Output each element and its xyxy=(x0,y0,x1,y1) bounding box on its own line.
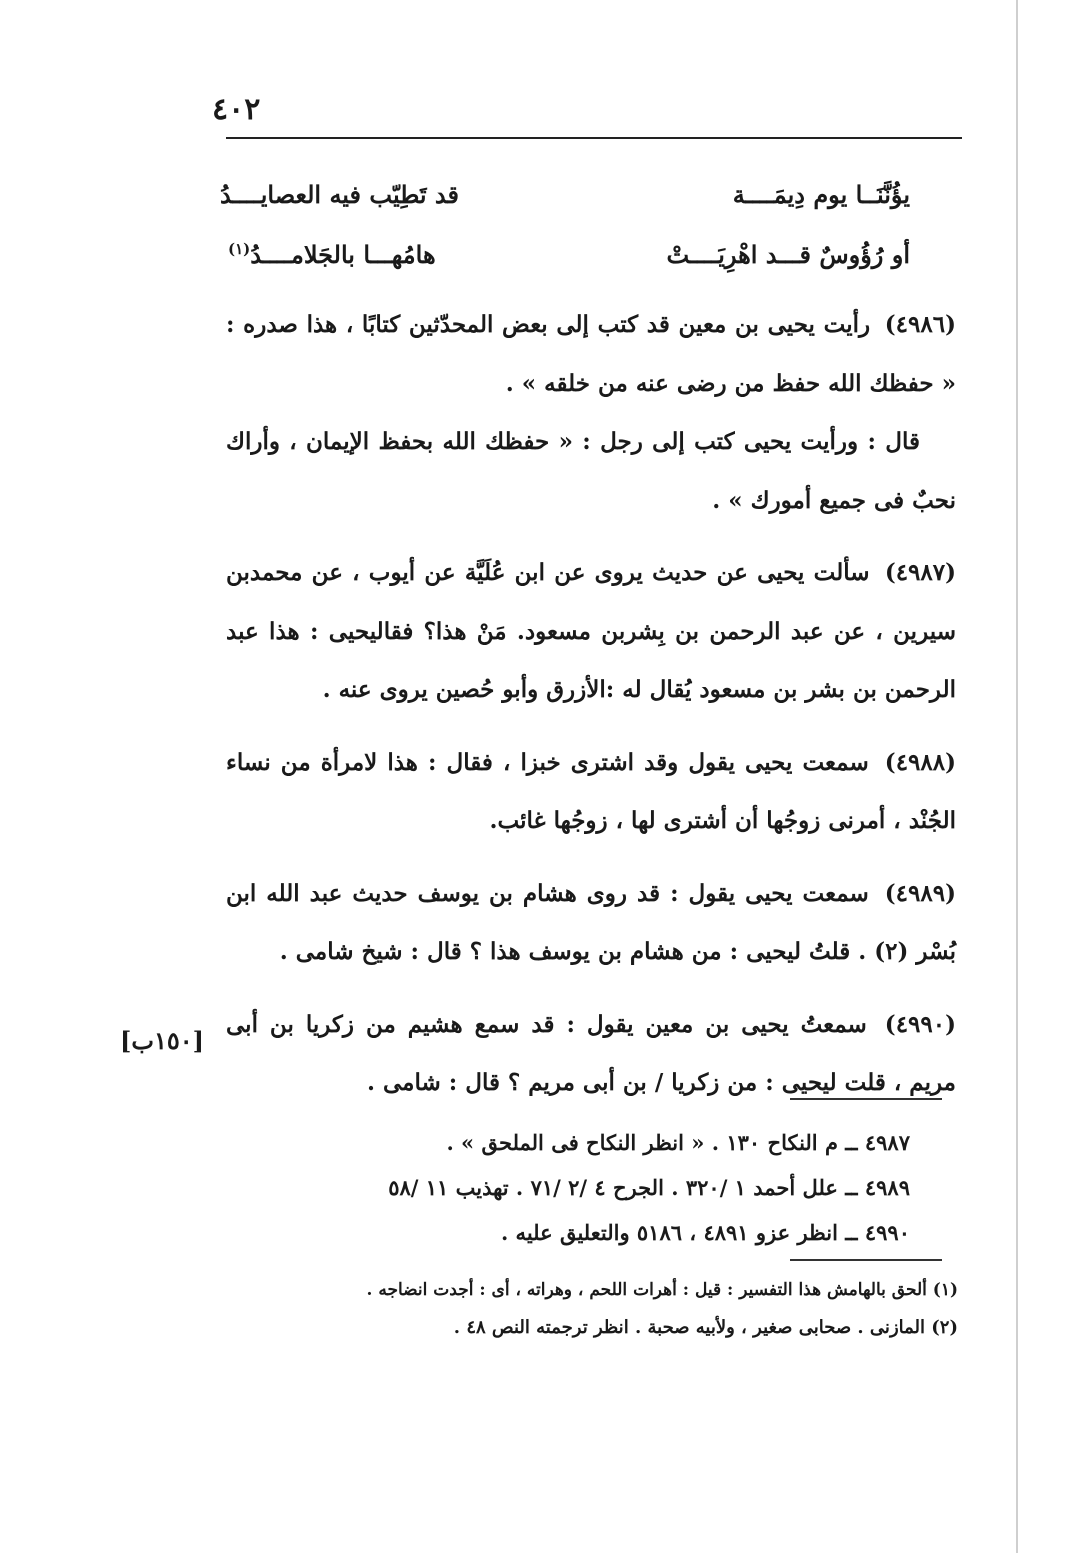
footnotes-divider xyxy=(790,1259,942,1261)
scan-edge-line xyxy=(1016,0,1018,1553)
references-block xyxy=(300,1120,910,1255)
main-text xyxy=(226,296,956,1127)
footnote-1: (١) ألحق بالهامش هذا التفسير : قيل : أهرات اللحم ، وهراته ، أى : أجدت انضاجه . xyxy=(366,1280,958,1300)
verse-1-second-hemistich: قد تَطِيّب فيه العصايــــدُ xyxy=(220,180,459,209)
verse-1-first-hemistich: يؤُنَّنَــا يوم دِيمَــــة xyxy=(732,180,910,209)
entry-number: (٤٩٨٦) xyxy=(884,311,956,338)
entry-number: (٤٩٨٨) xyxy=(884,748,956,776)
verse-2-first-hemistich: أو رُؤُوسٌ قـــد اهْرِيَــــتْ xyxy=(666,240,910,269)
paragraph-4990 xyxy=(226,996,956,1113)
paragraph-4989 xyxy=(226,865,956,982)
verse-2-second-text: هامُهـــا بالجَلامــــدُ xyxy=(250,240,436,269)
reference-line: ٤٩٨٩ ــ علل أحمد ١ /٣٢٠ . الجرح ٤ /٢ /٧١ . تهذيب ١١ /٥٨ xyxy=(388,1175,910,1200)
paragraph-4986 xyxy=(226,296,956,413)
entry-number: (٤٩٨٧) xyxy=(884,559,957,586)
verse-line-2 xyxy=(220,240,910,269)
paragraph-text: سمعت يحيى يقول وقد اشترى خبزا ، فقال : هذا لامرأة من نساء الجُنْد ، أمرنى زوجُها أن أشترى لها ، زوجُها غائب. xyxy=(226,748,956,834)
paragraph-text: قال : ورأيت يحيى كتب إلى رجل : « حفظك الله بحفظ الإيمان ، وأراك نحبٌ فى جميع أمورك » . xyxy=(226,428,956,514)
paragraph-text: سمعتُ يحيى بن معين يقول : قد سمع هشيم من زكريا بن أبى مريم ، قلت ليحيى : من زكريا / بن أبى مريم ؟ قال : شامى . xyxy=(226,1010,956,1096)
references-divider xyxy=(790,1098,942,1100)
header-rule xyxy=(226,137,962,139)
footnotes-block xyxy=(218,1274,958,1344)
manuscript-folio-note: [١٥٠ب] xyxy=(120,1026,204,1055)
verse-2-second-hemistich xyxy=(220,240,436,269)
entry-number: (٤٩٨٩) xyxy=(884,879,956,907)
paragraph-text: رأيت يحيى بن معين قد كتب إلى بعض المحدّثين كتابًا ، هذا صدره : « حفظك الله حفظ من رضى عنه من خلقه » . xyxy=(226,311,956,397)
paragraph-4988 xyxy=(226,734,956,851)
footnote-marker-1: (١) xyxy=(228,240,251,258)
entry-number: (٤٩٩٠) xyxy=(884,1010,956,1038)
paragraph-text: سمعت يحيى يقول : قد روى هشام بن يوسف حديث عبد الله ابن بُسْر (٢) . قلتُ ليحيى : من هشام بن يوسف هذا ؟ قال : شيخ شامى . xyxy=(226,879,956,965)
verse-line-1 xyxy=(220,180,910,209)
paragraph-4986-continued xyxy=(226,413,956,530)
reference-line: ٤٩٩٠ ــ انظر عزو ٤٨٩١ ، ٥١٨٦ والتعليق عليه . xyxy=(500,1220,910,1245)
footnote-2: (٢) المازنى . صحابى صغير ، ولأبيه صحبة . انظر ترجمته النص ٤٨ . xyxy=(453,1317,958,1338)
paragraph-text: سألت يحيى عن حديث يروى عن ابن عُلَيَّة عن أيوب ، عن محمدبن سيرين ، عن عبد الرحمن بن بِشربن مسعود. مَنْ هذا؟ فقاليحيى : هذا عبد الرحمن بن بشر بن مسعود يُقال له :الأزرق وأبو حُصين يروى عنه . xyxy=(226,559,956,703)
reference-line: ٤٩٨٧ ــ م النكاح ١٣٠ . « انظر النكاح فى الملحق » . xyxy=(446,1130,910,1155)
page-number: ٤٠٢ xyxy=(212,92,261,127)
paragraph-4987 xyxy=(226,544,956,720)
